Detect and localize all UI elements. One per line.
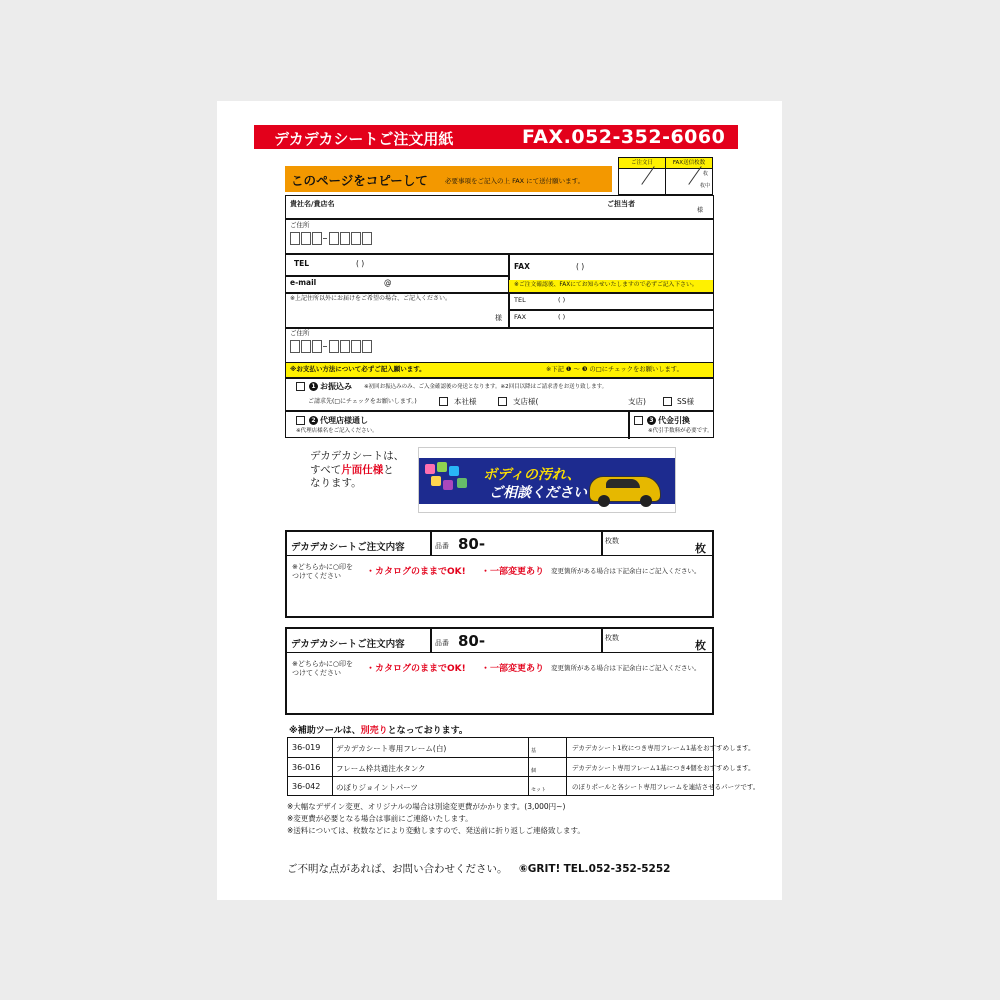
invoice-branch-end: 支店) — [628, 397, 646, 406]
order-box-1 — [285, 530, 714, 618]
item-number-input[interactable]: 80- — [458, 535, 486, 553]
order-date-cell[interactable] — [619, 158, 666, 194]
fax-label: FAX — [514, 262, 530, 271]
invoice-label: ご請求先(□にチェックをお願いします。) — [308, 398, 417, 405]
promo-line-2b: 片面仕様 — [341, 463, 384, 476]
order-box-2 — [285, 627, 714, 715]
hex-icon — [449, 466, 459, 476]
tel-label: TEL — [294, 259, 310, 268]
payment-notice: ※お支払い方法について必ずご記入願います。 — [290, 365, 426, 373]
order-date-label: ご注文日 — [619, 158, 665, 169]
copy-banner-main: このページをコピーして — [291, 173, 428, 188]
agency-checkbox[interactable] — [296, 416, 305, 425]
item-number-input[interactable]: 80- — [458, 632, 486, 650]
fax-paren[interactable]: ( ) — [576, 262, 585, 271]
ship-tel-paren[interactable]: ( ) — [558, 296, 566, 304]
qty-label: 枚数 — [605, 634, 619, 642]
footer-question: ご不明な点があれば、お問い合わせください。 — [287, 863, 508, 875]
hex-icon — [431, 476, 441, 486]
note-2: ※変更費が必要となる場合は事前にご連絡いたします。 — [287, 814, 473, 823]
banner-background — [419, 458, 676, 504]
cod-checkbox[interactable] — [634, 416, 643, 425]
company-input[interactable] — [366, 196, 596, 218]
change-note: 変更箇所がある場合は下記余白にご記入ください。 — [551, 567, 701, 575]
date-count-box — [618, 157, 713, 195]
contact-label: ご担当者 — [607, 200, 635, 208]
title-bar — [254, 125, 738, 149]
bank-transfer-note: ※初回お振込みのみ、ご入金確認後の発送となります。※2回目以降はご請求書をお送り致します。 — [364, 384, 608, 390]
choose-instruction: ※どちらかに○印を つけてください — [292, 563, 353, 581]
contact-input[interactable] — [646, 196, 694, 218]
promo-line-1: デカデカシートは、 — [310, 450, 405, 462]
invoice-head-label: 本社様 — [454, 397, 477, 406]
notes — [287, 801, 585, 837]
form-title: デカデカシートご注文用紙 — [274, 130, 454, 148]
note-3: ※送料については、枚数などにより変動しますので、発送前に折り返しご連絡致します。 — [287, 826, 585, 835]
option-partial-change[interactable]: ・一部変更あり — [481, 567, 545, 577]
cod-label: 代金引換 — [658, 416, 690, 425]
note-1: ※大幅なデザイン変更、オリジナルの場合は別途変更費がかかります。(3,000円~) — [287, 802, 566, 811]
tools-title: ※補助ツールは、別売りとなっております。 — [289, 726, 468, 736]
fax-count-cell[interactable] — [666, 158, 712, 194]
ship-zip-boxes[interactable] — [290, 340, 373, 353]
order-title: デカデカシートご注文内容 — [291, 542, 405, 553]
banner-headline-2: ご相談ください — [489, 485, 587, 501]
choose-instruction: ※どちらかに○印を つけてください — [292, 660, 353, 678]
bank-transfer-label: お振込み — [320, 382, 352, 391]
item-label: 品番 — [435, 639, 449, 647]
footer-tel: TEL.052-352-5252 — [563, 863, 671, 875]
qty-unit: 枚 — [695, 639, 706, 652]
fax-number: FAX.052-352-6060 — [522, 126, 726, 148]
ship-fax-label: FAX — [514, 313, 527, 321]
fax-count-label: FAX送信枚数 — [666, 158, 712, 169]
ship-sama: 様 — [495, 314, 502, 322]
option-1-number: 1 — [309, 382, 318, 391]
invoice-branch-checkbox[interactable] — [498, 397, 507, 406]
qty-label: 枚数 — [605, 537, 619, 545]
copy-banner-sub: 必要事項をご記入の上 FAX にて送付願います。 — [445, 177, 585, 185]
option-catalog-ok[interactable]: ・カタログのままでOK! — [366, 567, 466, 577]
ship-fax-paren[interactable]: ( ) — [558, 313, 566, 321]
count-unit: 枚 — [702, 171, 708, 177]
payment-check-notice: ※下記 ❶ ～ ❸ の□にチェックをお願いします。 — [546, 366, 683, 373]
company-label: 貴社名/貴店名 — [290, 200, 335, 208]
qty-unit: 枚 — [695, 542, 706, 555]
zip-code-boxes[interactable] — [290, 232, 373, 245]
promo-line-2a: すべて — [310, 463, 342, 476]
option-2-number: 2 — [309, 416, 318, 425]
ship-tel-label: TEL — [514, 296, 526, 304]
invoice-ss-checkbox[interactable] — [663, 397, 672, 406]
customer-form — [285, 195, 714, 438]
banner-sample-image — [418, 447, 676, 513]
hex-icon — [437, 462, 447, 472]
promo-line-2 — [310, 464, 404, 478]
address-label: ご住所 — [290, 221, 310, 229]
invoice-branch-label: 支店様( — [513, 397, 539, 406]
option-partial-change[interactable]: ・一部変更あり — [481, 664, 545, 674]
ship-address-label: ご住所 — [290, 329, 310, 337]
hex-icon — [457, 478, 467, 488]
hex-icon — [425, 464, 435, 474]
table-row: 36-016 フレーム枠共通注水タンク 個 デカデカシート専用フレーム1基につき4個をおすすめします。 — [292, 763, 755, 774]
footer — [287, 861, 670, 876]
promo-text — [310, 450, 404, 491]
agency-note: ※代理店様名をご記入ください。 — [296, 428, 378, 434]
order-sheet — [217, 101, 782, 900]
order-title: デカデカシートご注文内容 — [291, 639, 405, 650]
email-at[interactable]: @ — [384, 278, 392, 287]
promo-line-2c: と — [383, 463, 394, 476]
option-3-number: 3 — [647, 416, 656, 425]
email-label: e-mail — [290, 278, 317, 287]
hex-icon — [443, 480, 453, 490]
cod-note: ※代引手数料が必要です。 — [648, 428, 713, 434]
tel-paren[interactable]: ( ) — [356, 259, 365, 268]
contact-sama: 様 — [697, 207, 704, 214]
count-unit-total: 枚中 — [699, 183, 710, 189]
ship-notice: ※上記住所以外にお届けをご希望の場合、ご記入ください。 — [290, 295, 452, 302]
copy-banner — [285, 166, 612, 192]
fax-notice: ※ご注文確認後、FAXにてお知らせいたしますので必ずご記入下さい。 — [514, 282, 698, 288]
change-note: 変更箇所がある場合は下記余白にご記入ください。 — [551, 664, 701, 672]
table-row: 36-019 デカデカシート専用フレーム(白) 基 デカデカシート1枚につき専用フレーム1基をおすすめします。 — [292, 743, 755, 754]
option-catalog-ok[interactable]: ・カタログのままでOK! — [366, 664, 466, 674]
invoice-ss-label: SS様 — [677, 397, 695, 406]
banner-headline-1: ボディの汚れ、 — [483, 467, 581, 483]
promo-line-3: なります。 — [310, 477, 362, 490]
agency-label: 代理店様通し — [320, 416, 368, 425]
invoice-head-checkbox[interactable] — [439, 397, 448, 406]
table-row: 36-042 のぼりジョイントパーツ セット のぼりポールと各シート専用フレームを連結させるパーツです。 — [292, 782, 760, 793]
car-icon — [589, 476, 661, 502]
bank-transfer-checkbox[interactable] — [296, 382, 305, 391]
company-logo: ⑥GRIT! — [518, 863, 561, 875]
tools-table — [287, 737, 760, 796]
item-label: 品番 — [435, 542, 449, 550]
